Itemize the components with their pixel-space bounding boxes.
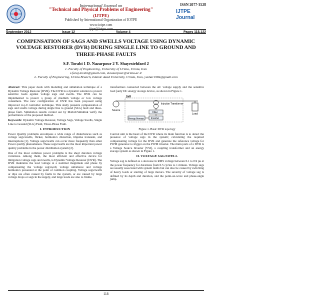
journal-website: www.iotpe.com [89, 22, 113, 27]
issue-pages: Pages 118-122 [183, 30, 206, 35]
affiliation-1-text: 1. Faculty of Engineering, University of Urmia, Urmia, Iran [65, 67, 147, 71]
issue-volume: Volume 4 [116, 30, 131, 35]
ijtpe-label: IJTPE Journal [176, 9, 195, 21]
journal-logo-icon [6, 4, 26, 24]
label-dvr: DVR [126, 95, 132, 99]
affiliation-1-email: s.faraj.torabi@gmail.com, d.nazarpour@urmia.ac.ir [70, 71, 142, 76]
journal-header [6, 3, 206, 32]
intro-paragraph-1: Power Quality problems encompass a wide range of disturbances such as voltage sags/swells, flicker, harmonics distortion, impulse transient, and interruptions [1]. Voltage sags/swells can occur more frequently than other Power quality phenomenon. These sags/swells are the most important power quality problems in the power distribution system [2]. [8, 131, 102, 150]
journal-email: ijtpe@iotpe.com [89, 27, 113, 32]
label-source: Source [112, 109, 121, 113]
section2-paragraph-1: Voltage sag is defined as a decrease in RMS voltage between 0.1 to 0.9 pu at the power frequency for durations from 0.5 cycles to 1 minute. Voltage sags are usually associated with system faults but can also be caused by switching of heavy loads or starting of large motors. The severity of voltage sag is defined by its depth and duration, and the point-on-wave and phase-angle jump. [110, 159, 204, 182]
keywords-label: Keywords: [8, 118, 23, 123]
publisher-line: Published by International Organization of IOTPE [64, 18, 138, 23]
figure-caption: Figure 1. Basic DVR topology [138, 126, 176, 131]
keywords [8, 119, 102, 126]
label-storage: Energy Storage [128, 118, 144, 121]
dvr-topology-figure [110, 95, 204, 125]
abstract [8, 86, 102, 118]
issue-number: Issue 12 [62, 30, 76, 35]
abstract-text: This paper deals with modeling and simulation technique of a Dynamic Voltage Restorer (DVR). The DVR is a dynamic solution to protect sensitive loads against voltage sags and swells. The DVR can be implemented to protect a group of medium voltage or low voltage consumers. The new configuration of DVR has been proposed using improved d-q-0 controller technique. This study presents compensation of sags and swells voltage during single line to ground (SLG) fault and three-phase fault. Simulation results carried out by Matlab/Simulink verify the performance of the proposed method. [8, 85, 102, 118]
journal-name-line3: (IJTPE) [93, 13, 109, 19]
section-heading-introduction: I. INTRODUCTION [39, 126, 71, 131]
issue-date: September 2012 [6, 30, 32, 35]
ijtpe-logo [176, 3, 206, 25]
label-load: Load [192, 112, 198, 116]
intro-paragraph-2: One of the most common power problems is the short duration voltage variations. Among them, the most efficient and effective device for mitigation voltage sags and swells, is Dynamic Voltage Restorer (DVR). The DVR maintains the load voltage at a nominal magnitude and phase by compensating the voltage sag/swell, voltage unbalance and voltage harmonics presented at the point of common coupling. Voltage sags/swells or dips are often caused by faults in the system, or are caused by large voltage drops or sags in the supply, and large loads are also to blame. [8, 150, 102, 180]
page-number: 118 [8, 290, 204, 295]
journal-name-line2: "Technical and Physical Problems of Engineering" [48, 8, 154, 13]
affiliation-2: 2. Faculty of Engineering, Urmia Branch, Islamic Azad University, Urmia, Iran, yashar1984@gmail.com [34, 75, 178, 79]
paper-authors: S.F. Torabi 1 D. Nazarpour 2 Y. Shayestehfard 2 [63, 61, 149, 66]
intro-paragraph-4: Control unit is the heart of the DVR where its main function is to detect the presence of voltage sags in the system; calculating the required compensating voltage for the DVR and generate the reference voltage for PWM generator to trigger on the PWM inverter. The main parts of a DVR is a Voltage Source Inverter (VSI), a coupling transformer and an energy storage system as shown in Figure 1. [110, 131, 204, 154]
label-transformer: Injection Transformer [161, 102, 184, 106]
right-column [110, 86, 204, 183]
keywords-text: Dynamic Voltage Restorer, Voltage Sags, Voltage Swells, Single Line to Ground (SLG) Fault, Three-Phase Fault. [8, 118, 102, 126]
abstract-label: Abstract: [8, 85, 21, 89]
label-inverter: Inverter [151, 117, 160, 121]
label-filter: Filter [152, 111, 158, 115]
left-column [8, 86, 102, 181]
intro-paragraph-3: transformers connected between the AC voltage supply and the sensitive load (only DC energy storage device, as shown in Figure 1. [110, 85, 204, 93]
paper-title: COMPENSATION OF SAGS AND SWELLS VOLTAGE USING DYNAMIC VOLTAGE RESTORER (DVR) DURING SINGLE LINE TO GROUND AND THREE-PHASE FAULTS [16, 39, 196, 58]
journal-name-line1: International Journal on [79, 3, 123, 8]
section-heading-voltage-sag: II. VOLTAGE SAG/SWELL [136, 154, 178, 159]
issn: ISSN 2077-3528 [180, 3, 206, 7]
issue-info-bar [6, 29, 206, 34]
